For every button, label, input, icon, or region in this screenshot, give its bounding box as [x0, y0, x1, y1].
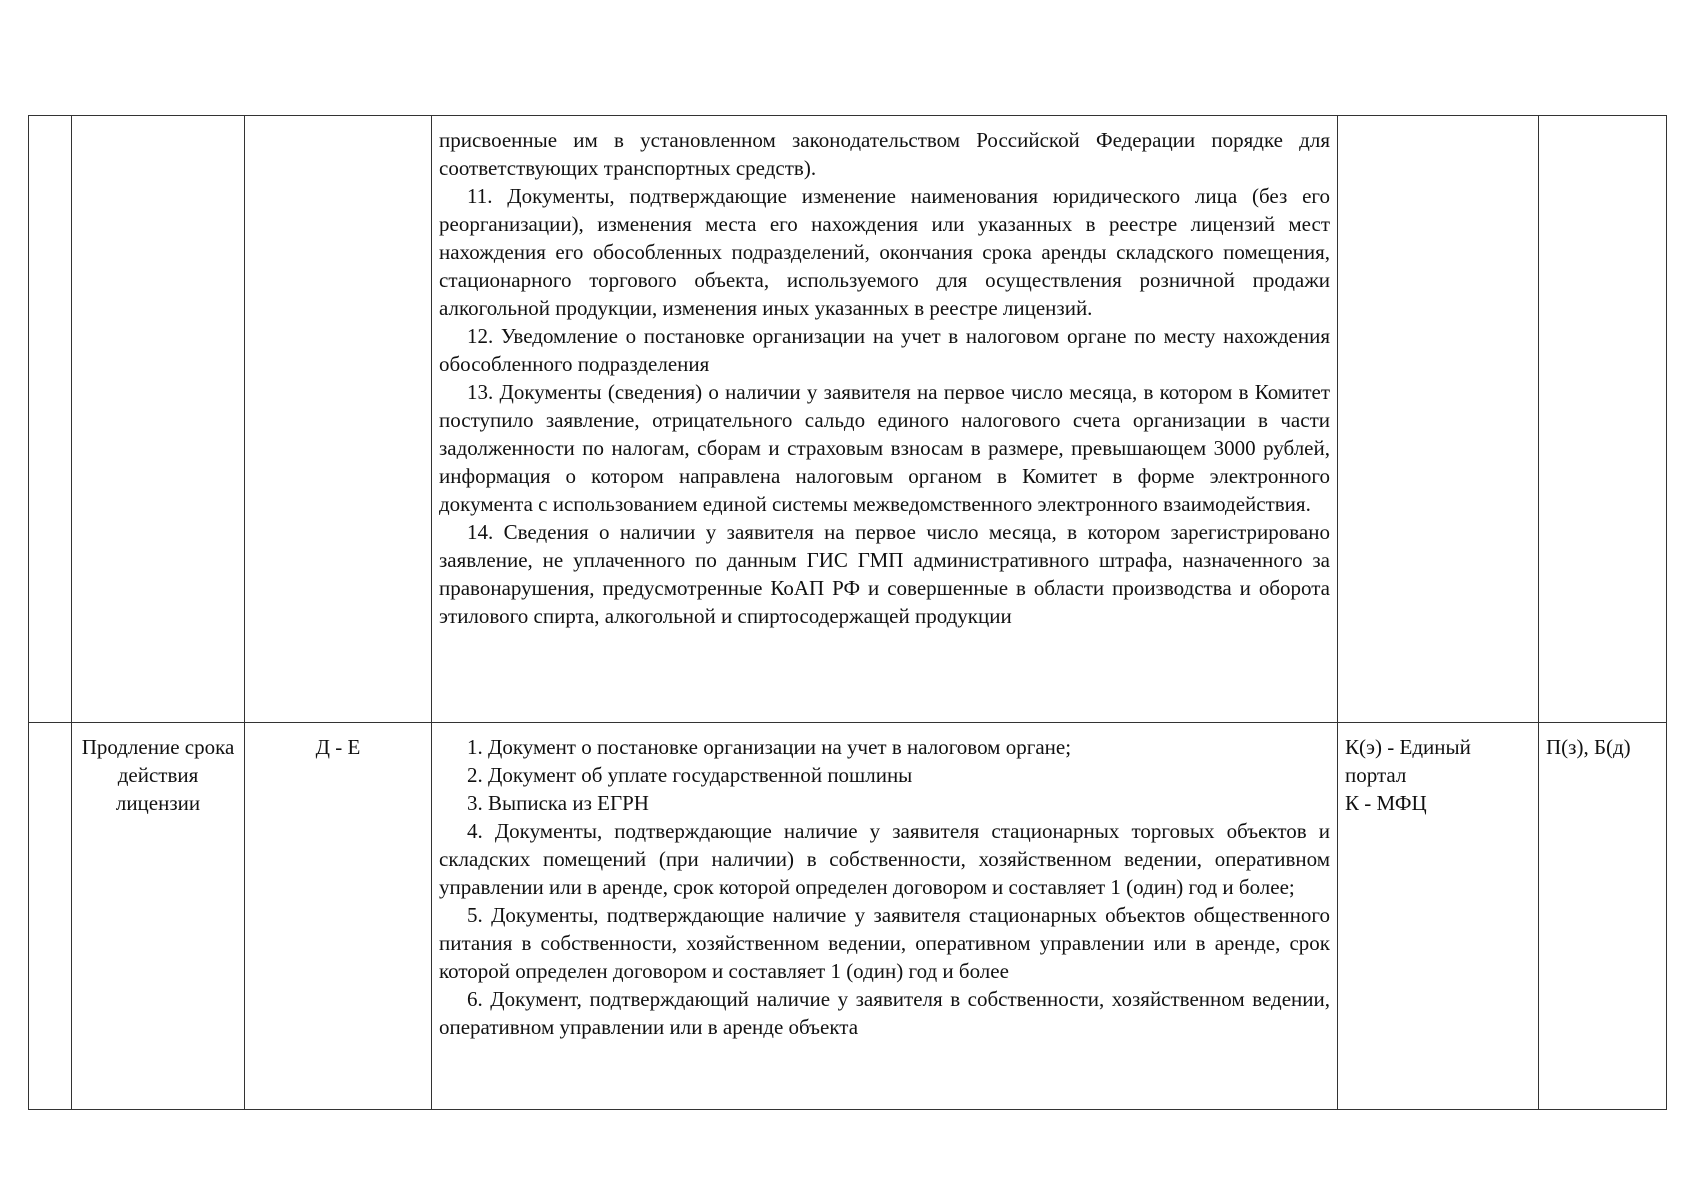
documents-paragraph: 6. Документ, подтверждающий наличие у заявителя в собственности, хозяйственном ведении, оперативном управлении или в аренде объекта	[439, 987, 1330, 1039]
cell-submission-method	[1338, 116, 1539, 723]
cell-submission-method	[1338, 723, 1539, 1110]
cell-result-method: П(з), Б(д)	[1539, 723, 1667, 1110]
services-table	[28, 115, 1667, 1110]
submission-method-line: К - МФЦ	[1345, 791, 1427, 815]
documents-paragraph: присвоенные им в установленном законодательством Российской Федерации порядке для соответствующих транспортных средств).	[439, 128, 1330, 180]
list-item: 3. Выписка из ЕГРН	[467, 791, 649, 815]
cell-applicants: Д - Е	[245, 723, 432, 1110]
cell-documents	[432, 116, 1338, 723]
list-item: 2. Документ об уплате государственной пошлины	[467, 763, 913, 787]
cell-service-name: Продление срока действия лицензии	[72, 723, 245, 1110]
documents-paragraph: 4. Документы, подтверждающие наличие у заявителя стационарных торговых объектов и складских помещений (при наличии) в собственности, хозяйственном ведении, оперативном управлении или в аренде, срок которой определен договором и составляет 1 (один) год и более;	[439, 819, 1330, 899]
submission-method-line: К(э) - Единый портал	[1345, 735, 1471, 787]
documents-paragraph: 14. Сведения о наличии у заявителя на первое число месяца, в котором зарегистрировано заявление, не уплаченного по данным ГИС ГМП административного штрафа, назначенного за правонарушения, предусмотренные КоАП РФ и совершенные в области производства и оборота этилового спирта, алкогольной и спиртосодержащей продукции	[439, 520, 1330, 628]
documents-paragraph: 13. Документы (сведения) о наличии у заявителя на первое число месяца, в котором в Комитет поступило заявление, отрицательного сальдо единого налогового счета организации в части задолженности по налогам, сборам и страховым взносам в размере, превышающем 3000 рублей, информация о котором направлена налоговым органом в Комитет в форме электронного документа с использованием единой системы межведомственного электронного взаимодействия.	[439, 380, 1330, 516]
cell-number	[29, 116, 72, 723]
cell-documents	[432, 723, 1338, 1110]
cell-result-method	[1539, 116, 1667, 723]
documents-paragraph: 11. Документы, подтверждающие изменение наименования юридического лица (без его реорганизации), изменения места его нахождения или указанных в реестре лицензий мест нахождения его обособленных подразделений, окончания срока аренды складского помещения, стационарного торгового объекта, используемого для осуществления розничной продажи алкогольной продукции, изменения иных указанных в реестре лицензий.	[439, 184, 1330, 320]
cell-number	[29, 723, 72, 1110]
table-row	[29, 116, 1667, 723]
table-row	[29, 723, 1667, 1110]
documents-paragraph: 12. Уведомление о постановке организации на учет в налоговом органе по месту нахождения обособленного подразделения	[439, 324, 1330, 376]
cell-applicants	[245, 116, 432, 723]
cell-service-name	[72, 116, 245, 723]
list-item: 1. Документ о постановке организации на учет в налоговом органе;	[467, 735, 1072, 759]
documents-paragraph: 5. Документы, подтверждающие наличие у заявителя стационарных объектов общественного питания в собственности, хозяйственном ведении, оперативном управлении или в аренде, срок которой определен договором и составляет 1 (один) год и более	[439, 903, 1330, 983]
